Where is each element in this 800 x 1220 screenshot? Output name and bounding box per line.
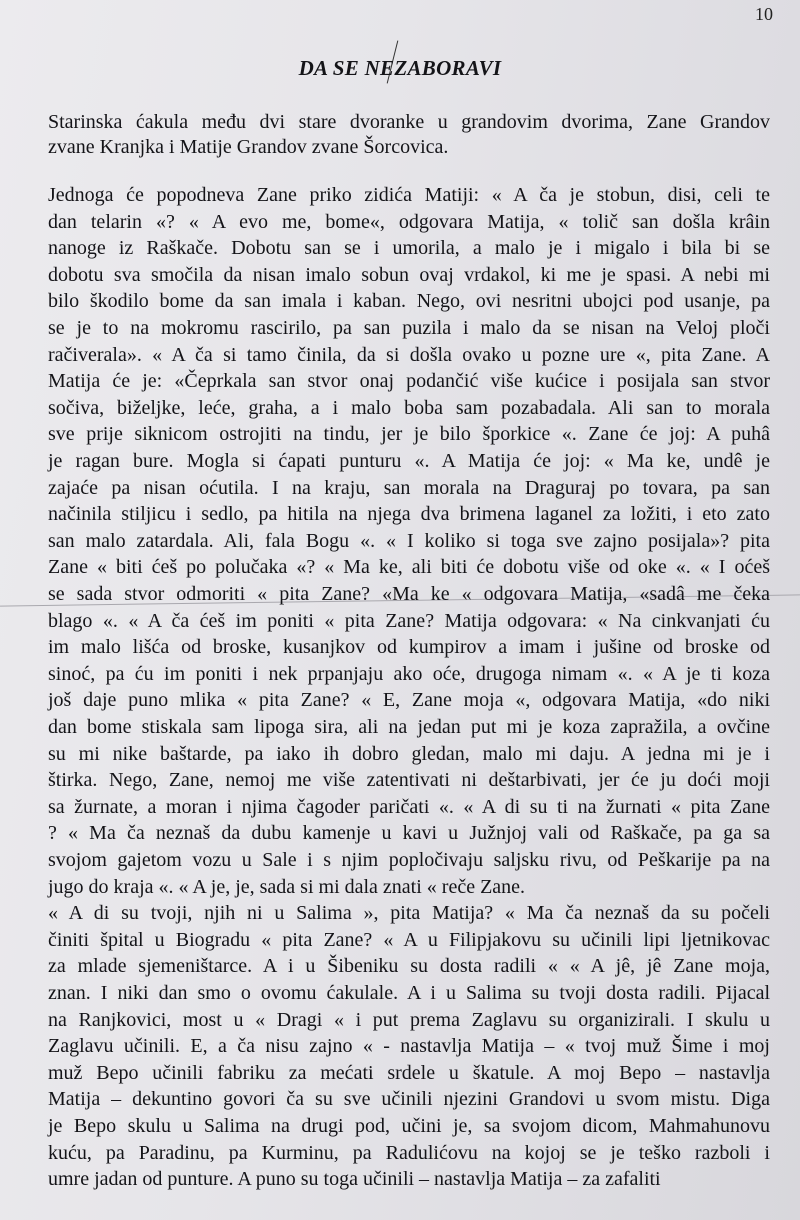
intro-line: Starinska ćakula među dvi stare dvoranke u grandovim dvorima, Zane Grandov: [48, 111, 770, 133]
body-line: su mi nike baštarde, pa iako ih dobro gledan, malo mi daju. A jedna mi je i: [48, 742, 770, 765]
body-line: Zaglavu učinili. E, a ča nisu zajno « - nastavlja Matija – « tvoj muž Šime i moj: [48, 1035, 770, 1058]
body-line: bilo škodilo bome da san imala i kaban. Nego, ovi nesritni ubojci pod usanje, pa: [48, 290, 770, 313]
body-line: račiverala». « A ča si tamo činila, da si došla ovako u pozne ure «, pita Zane. A: [48, 343, 770, 366]
body-line: blago «. « A ča ćeš im poniti « pita Zane? Matija odgovara: « Na cinkvanjati ću: [48, 609, 770, 632]
body-line: Jednoga će popodneva Zane priko zidića Matiji: « A ča je stobun, disi, celi te: [48, 184, 770, 206]
body-line: činiti špital u Biogradu « pita Zane? « A u Filipjakovu su učinili lipi ljetnikovac: [48, 928, 770, 951]
body-line: dan bome stiskala sam lipoga sira, ali na jedan put mi je koza zapražila, a ovčine: [48, 716, 770, 738]
body-line: se sada stvor odmoriti « pita Zane? «Ma ke « odgovara Matija, «sadâ me čeka: [48, 583, 770, 605]
body-line: kuću, pa Paradinu, pa Kurminu, pa Radulićovu na kojoj se je teško razboli i: [48, 1141, 770, 1164]
body-line: Matija će je: «Čeprkala san stvor onaj podančić više kućice i posijala san stvor: [48, 370, 770, 393]
body-line: zajaće pa nisan oćutila. I na kraju, san morala na Draguraj po tovara, pa san: [48, 476, 770, 499]
body-line: im malo lišća od broske, kusanjkov od kumpirov a imam i jušine od broske od: [48, 636, 770, 659]
body-line: načinila stiljicu i sedlo, pa hitila na njega dva brimena laganel za ložiti, i eto zato: [48, 503, 770, 526]
body-line: san malo zatardala. Ali, fala Bogu «. « I koliko si toga sve zajno posijala»? pita: [48, 529, 770, 552]
body-line: svojom gajetom vozu u Sale i s njim popločivaju saljsku rivu, od Peškarije pa na: [48, 849, 770, 871]
body-line: za mlade sjemeništarce. A i u Šibeniku su dosta radili « « A jê, jê Zane moja,: [48, 955, 770, 978]
body-line: umre jadan od punture. A puno su toga učinili – nastavlja Matija – za zafaliti: [48, 1168, 661, 1191]
body-line: nanoge iz Raškače. Dobotu san se i umorila, a malo je i migalo i bila bi se: [48, 237, 770, 260]
body-line: sa žurnate, a moran i njima čagoder paričati «. « A di su ti na žurnati « pita Zane: [48, 795, 770, 818]
body-line: jugo do kraja «. « A je, je, sada si mi dala znati « reče Zane.: [48, 875, 526, 898]
body-line: sve prije siknicom ostrojiti na tindu, jer je bilo šporkice «. Zane će joj: A puhâ: [48, 423, 770, 446]
body-line: ? « Ma ča neznaš da dubu kamenje u kavi u Južnjoj vali od Raškače, pa ga sa: [48, 822, 770, 845]
body-line: znan. I niki dan smo o ovomu ćakulale. A i u Salima su tvoji dosta radili. Pijacal: [48, 982, 770, 1004]
body-line: « A di su tvoji, njih ni u Salima », pita Matija? « Ma ča neznaš da su počeli: [48, 902, 770, 925]
body-line: na Ranjkovici, most u « Dragi « i put prema Zaglavu su organizirali. I skulu u: [48, 1008, 770, 1031]
body-line: dan telarin «? « A evo me, bome«, odgovara Matija, « tolič san došla krâin: [48, 210, 770, 233]
body-line: muž Bepo učinili fabriku za mećati srdele u škatule. A moj Bepo – nastavlja: [48, 1061, 770, 1084]
body-line: Matija – dekuntino govori ča su sve učinili njezini Grandovi u svom mistu. Diga: [48, 1088, 770, 1111]
body-line: Zane « biti ćeš po polučaka «? « Ma ke, ali biti će dobotu više od oke «. « I oćeš: [48, 556, 770, 579]
body-line: dobotu sva smočila da nisan imalo sobun ovaj vrdakol, ki me je spasi. A nebi mi: [48, 263, 770, 286]
document-title: DA SE NEZABORAVI: [298, 56, 502, 80]
body-line: još daje puno mlika « pita Zane? « E, Zane moja «, odgovara Matija, «do niki: [48, 689, 770, 712]
body-line: sinoć, pa ću im poniti i nek prpanjaju ako oće, drugoga nimam «. « A je ti koza: [48, 662, 770, 685]
page-number: 10: [755, 4, 773, 24]
body-line: štirka. Nego, Zane, nemoj me više zatentivati ni deštarbivati, jer će ju doći moji: [48, 769, 770, 792]
body-line: je Bepo skulu u Salima na drugi pod, učini je, sa svojom dicom, Mahmahunovu: [48, 1115, 770, 1137]
body-line: je ragan bure. Mogla si ćapati punturu «. A Matija će joj: « Ma ke, undê je: [48, 450, 770, 472]
body-line: se je to na mokromu rascirilo, pa san puzila i malo da se nisan na Veloj ploči: [48, 317, 770, 339]
intro-line: zvane Kranjka i Matije Grandov zvane Šorcovica.: [48, 135, 449, 158]
body-line: sočiva, biželjke, leće, graha, a i malo boba sam pozabadala. Ali san to morala: [48, 396, 770, 419]
